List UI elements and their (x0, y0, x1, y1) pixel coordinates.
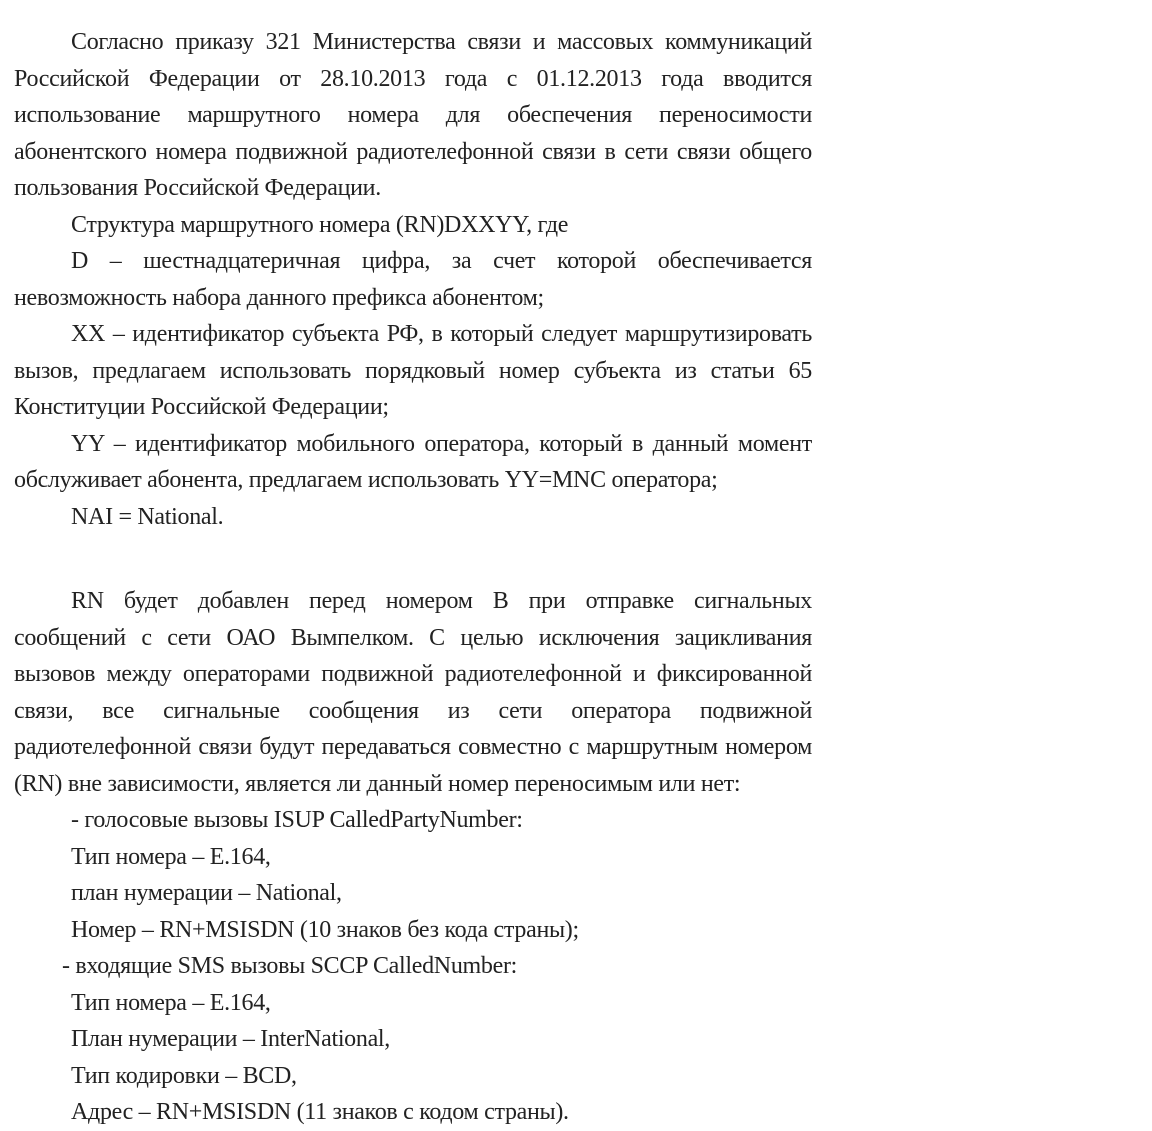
paragraph-nai: NAI = National. (71, 503, 224, 530)
paragraph-d-definition: D – шестнадцатеричная цифра, за счет которой обеспечивается невозможность набора данного префикса абонентом; (14, 248, 812, 311)
paragraph-rn-signaling: RN будет добавлен перед номером B при отправке сигнальных сообщений с сети ОАО Вымпелком. С целью исключения зацикливания вызовов между операторами подвижной радиотелефонной и фиксированной связи, все сигнальные сообщения из сети оператора подвижной радиотелефонной связи будут передаваться совместно с маршрутным номером (RN) вне зависимости, является ли данный номер переносимым или нет: (14, 588, 812, 797)
voice-calls-heading: - голосовые вызовы ISUP CalledPartyNumber: (71, 807, 523, 833)
sms-address: Адрес – RN+MSISDN (11 знаков с кодом страны). (71, 1099, 569, 1125)
sms-encoding: Тип кодировки – BCD, (71, 1062, 297, 1089)
voice-numbering-plan: план нумерации – National, (71, 880, 342, 906)
sms-numbering-plan: План нумерации – InterNational, (71, 1026, 391, 1052)
document-page (14, 24, 812, 1131)
paragraph-xx-definition: XX – идентификатор субъекта РФ, в который следует маршрутизировать вызов, предлагаем использовать порядковый номер субъекта из статьи 65 Конституции Российской Федерации; (14, 321, 812, 420)
voice-number-type: Тип номера – E.164, (71, 843, 271, 870)
paragraph-yy-definition: YY – идентификатор мобильного оператора, который в данный момент обслуживает абонента, предлагаем использовать YY=MNC оператора; (14, 430, 812, 493)
paragraph-rn-structure: Структура маршрутного номера (RN)DXXYY, где (71, 211, 569, 238)
voice-number: Номер – RN+MSISDN (10 знаков без кода страны); (71, 916, 579, 943)
paragraph-order-intro: Согласно приказу 321 Министерства связи и массовых коммуникаций Российской Федерации от 28.10.2013 года с 01.12.2013 года вводится использование маршрутного номера для обеспечения переносимости абонентского номера подвижной радиотелефонной связи в сети связи общего пользования Российской Федерации. (14, 29, 812, 201)
paragraph-gap (14, 535, 812, 583)
sms-calls-heading: - входящие SMS вызовы SCCP CalledNumber: (62, 953, 518, 979)
sms-number-type: Тип номера – E.164, (71, 989, 271, 1016)
